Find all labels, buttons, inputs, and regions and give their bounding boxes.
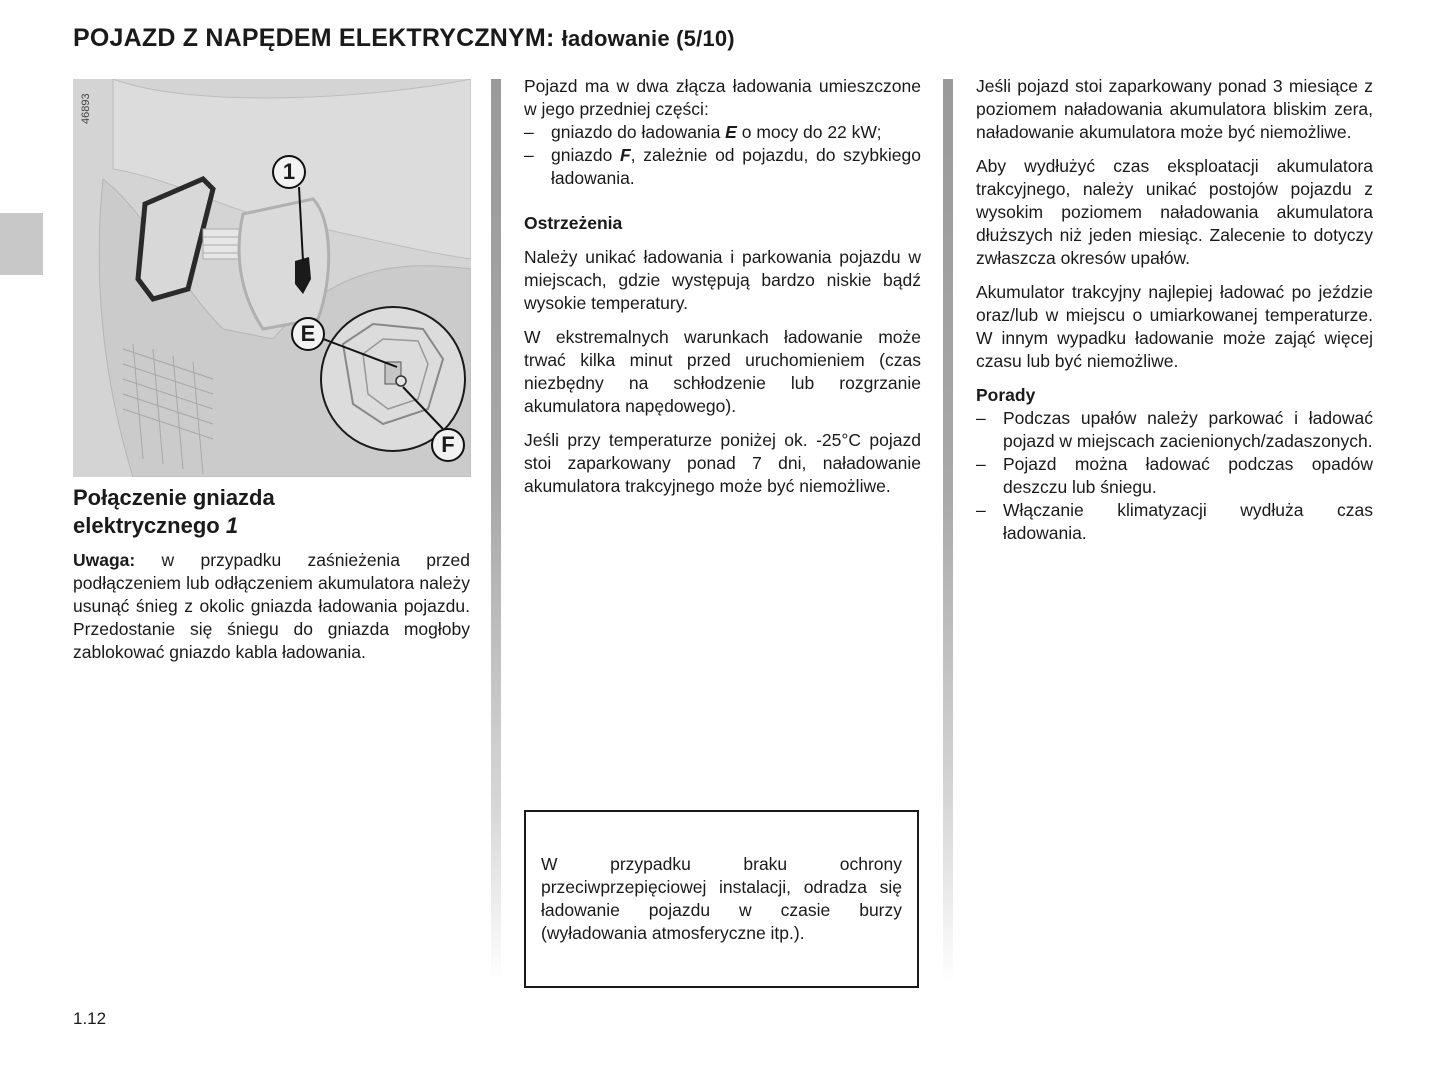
note-label: Uwaga: (73, 550, 136, 570)
column-3 (976, 75, 1373, 556)
callout-E: E (291, 317, 325, 351)
callout-F: F (431, 428, 465, 462)
socket-ref-F: F (619, 145, 631, 165)
list-item-text: gniazdo do ładowania (551, 122, 726, 142)
list-item (524, 144, 921, 190)
storm-warning-box (524, 810, 919, 988)
charging-socket-illustration (73, 79, 471, 477)
page-title-sub: ładowanie (5/10) (561, 26, 735, 51)
warning-paragraph: Jeśli przy temperaturze poniżej ok. -25°C pojazd stoi zaparkowany ponad 7 dni, naładowanie akumulatora trakcyjnego może być niemożliwe. (524, 430, 921, 496)
section-heading-line1: Połączenie gniazda (73, 485, 275, 510)
tips-heading: Porady (976, 385, 1036, 405)
callout-1: 1 (272, 155, 306, 189)
chapter-tab-marker (0, 213, 43, 275)
section-heading-ref: 1 (225, 513, 239, 538)
section-heading (73, 484, 473, 540)
warning-paragraph: W ekstremalnych warunkach ładowanie może trwać kilka minut przed uruchomieniem (czas niezbędny na schłodzenie lub rozgrzanie akumulatora napędowego). (524, 327, 921, 416)
storm-warning-text: W przypadku braku ochrony przeciwprzepięciowej instalacji, odradza się ładowanie pojazdu w czasie burzy (wyładowania atmosferyczne itp.). (541, 854, 902, 943)
battery-paragraph: Aby wydłużyć czas eksploatacji akumulatora trakcyjnego, należy unikać postojów pojazdu z wysokim poziomem naładowania akumulatora dłuższych niż jeden miesiąc. Zalecenie to dotyczy zwłaszcza okresów upałów. (976, 156, 1373, 268)
car-front-drawing (73, 79, 471, 477)
connectors-list (524, 121, 921, 190)
socket-ref-E: E (725, 122, 737, 142)
list-item-text: , zależnie od pojazdu, do szybkiego ładowania. (551, 145, 921, 188)
column-2 (524, 75, 921, 509)
connectors-intro: Pojazd ma w dwa złącza ładowania umieszczone w jego przedniej części: (524, 76, 921, 119)
section-heading-line2: elektrycznego (73, 513, 220, 538)
list-item: – Podczas upałów należy parkować i ładować pojazd w miejscach zacienionych/zadaszonych. (976, 407, 1373, 453)
list-item-text: gniazdo (551, 145, 620, 165)
snow-note (73, 549, 470, 675)
tips-list (976, 407, 1373, 545)
list-item-text: o mocy do 22 kW; (736, 122, 882, 142)
page-number: 1.12 (73, 1009, 107, 1028)
battery-paragraph: Jeśli pojazd stoi zaparkowany ponad 3 miesiące z poziomem naładowania akumulatora bliskim zera, naładowanie akumulatora może być niemożliwe. (976, 76, 1373, 142)
figure-number: 46893 (80, 93, 92, 124)
warnings-heading: Ostrzeżenia (524, 213, 623, 233)
snow-note-paragraph (73, 549, 470, 664)
note-text: w przypadku zaśnieżenia przed podłączeniem lub odłączeniem akumulatora należy usunąć śnieg z okolic gniazda ładowania pojazdu. Przedostanie się śniegu do gniazda mogłoby zablokować gniazdo kabla ładowania. (73, 550, 470, 662)
warning-paragraph: Należy unikać ładowania i parkowania pojazdu w miejscach, gdzie występują bardzo niskie bądź wysokie temperatury. (524, 247, 921, 313)
list-item: – Włączanie klimatyzacji wydłuża czas ładowania. (976, 499, 1373, 545)
page-title (73, 24, 735, 53)
list-item (524, 121, 921, 144)
battery-paragraph: Akumulator trakcyjny najlepiej ładować po jeździe oraz/lub w miejscu o umiarkowanej temperaturze. W innym wypadku ładowanie może zająć więcej czasu lub być niemożliwe. (976, 282, 1373, 371)
column-divider-right (943, 79, 953, 984)
page-title-main: POJAZD Z NAPĘDEM ELEKTRYCZNYM: (73, 24, 555, 52)
column-divider-left (491, 79, 501, 984)
list-item: – Pojazd można ładować podczas opadów deszczu lub śniegu. (976, 453, 1373, 499)
section-heading-line2-wrap (73, 512, 473, 540)
